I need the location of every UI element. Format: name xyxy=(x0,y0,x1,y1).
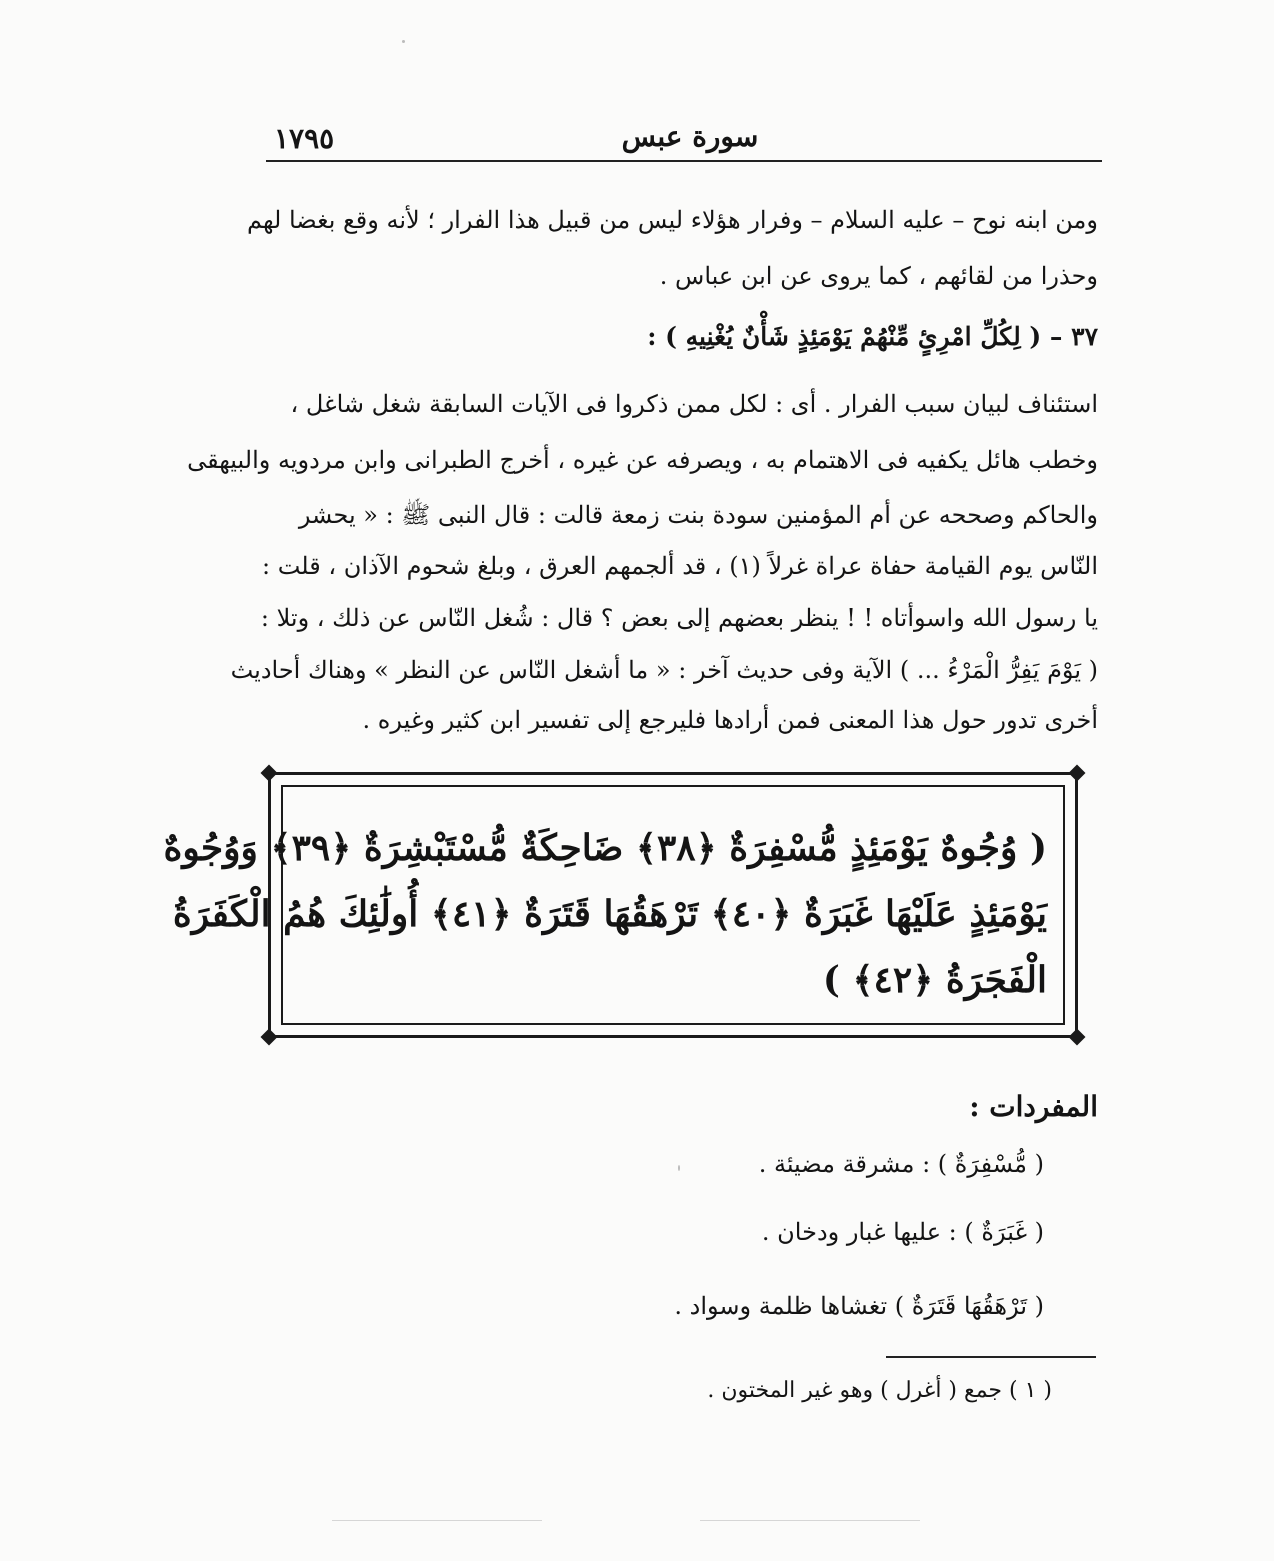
quran-line-3: الْفَجَرَةُ ﴿٤٢﴾ ) xyxy=(822,959,1047,1001)
commentary-line-4: النّاس يوم القيامة حفاة عراة غرلاً (١) ، قد ألجمهم العرق ، وبلغ شحوم الآذان ، قلت : xyxy=(262,552,1098,580)
frame-corner-ornament xyxy=(261,765,278,782)
frame-corner-ornament xyxy=(1069,765,1086,782)
footnote: ( ١ ) جمع ( أغرل ) وهو غير المختون . xyxy=(707,1378,1052,1403)
vocabulary-item: ( تَرْهَقُهَا قَتَرَةٌ ) تغشاها ظلمة وسواد . xyxy=(674,1292,1044,1320)
verse-heading: ٣٧ – ( لِكُلِّ امْرِئٍ مِّنْهُمْ يَوْمَئِذٍ شَأْنٌ يُغْنِيهِ ) : xyxy=(647,322,1098,351)
quran-line-1: ( وُجُوهٌ يَوْمَئِذٍ مُّسْفِرَةٌ ﴿٣٨﴾ ضَاحِكَةٌ مُّسْتَبْشِرَةٌ ﴿٣٩﴾ وَوُجُوهٌ xyxy=(163,827,1047,869)
vocabulary-item: ( غَبَرَةٌ ) : عليها غبار ودخان . xyxy=(761,1218,1044,1246)
frame-corner-ornament xyxy=(1069,1029,1086,1046)
commentary-line-1: استئناف لبيان سبب الفرار . أى : لكل ممن ذكروا فى الآيات السابقة شغل شاغل ، xyxy=(290,390,1098,418)
page-number: ١٧٩٥ xyxy=(274,122,335,155)
commentary-line-2: وخطب هائل يكفيه فى الاهتمام به ، ويصرفه عن غيره ، أخرج الطبرانى وابن مردويه والبيهقى xyxy=(187,446,1098,474)
commentary-line-7: أخرى تدور حول هذا المعنى فمن أرادها فليرجع إلى تفسير ابن كثير وغيره . xyxy=(362,706,1098,734)
surah-title: سورة عبس xyxy=(621,120,759,153)
frame-corner-ornament xyxy=(261,1029,278,1046)
header-rule xyxy=(266,160,1102,162)
quran-line-2: يَوْمَئِذٍ عَلَيْهَا غَبَرَةٌ ﴿٤٠﴾ تَرْهَقُهَا قَتَرَةٌ ﴿٤١﴾ أُولَٰئِكَ هُمُ الْكَفَرَةُ xyxy=(172,893,1047,935)
scan-speck xyxy=(402,40,405,43)
scan-speck xyxy=(678,1165,680,1171)
body-line-2: وحذرا من لقائهم ، كما يروى عن ابن عباس . xyxy=(659,262,1098,290)
commentary-line-6: ( يَوْمَ يَفِرُّ الْمَرْءُ ... ) الآية وفى حديث آخر : « ما أشغل النّاس عن النظر » وهناك أحاديث xyxy=(230,656,1098,684)
vocabulary-heading: المفردات : xyxy=(969,1090,1098,1123)
scan-speck xyxy=(700,1520,920,1521)
footnote-rule xyxy=(886,1356,1096,1358)
vocabulary-item: ( مُّسْفِرَةٌ ) : مشرقة مضيئة . xyxy=(758,1150,1044,1178)
body-line-1: ومن ابنه نوح – عليه السلام – وفرار هؤلاء ليس من قبيل هذا الفرار ؛ لأنه وقع بغضا لهم xyxy=(247,206,1098,234)
commentary-line-3: والحاكم وصححه عن أم المؤمنين سودة بنت زمعة قالت : قال النبى ﷺ : « يحشر xyxy=(298,501,1098,529)
quran-verse-frame xyxy=(163,772,1078,1038)
scan-speck xyxy=(332,1520,542,1521)
commentary-line-5: يا رسول الله واسوأتاه ! ! ينظر بعضهم إلى بعض ؟ قال : شُغل النّاس عن ذلك ، وتلا : xyxy=(260,604,1098,632)
